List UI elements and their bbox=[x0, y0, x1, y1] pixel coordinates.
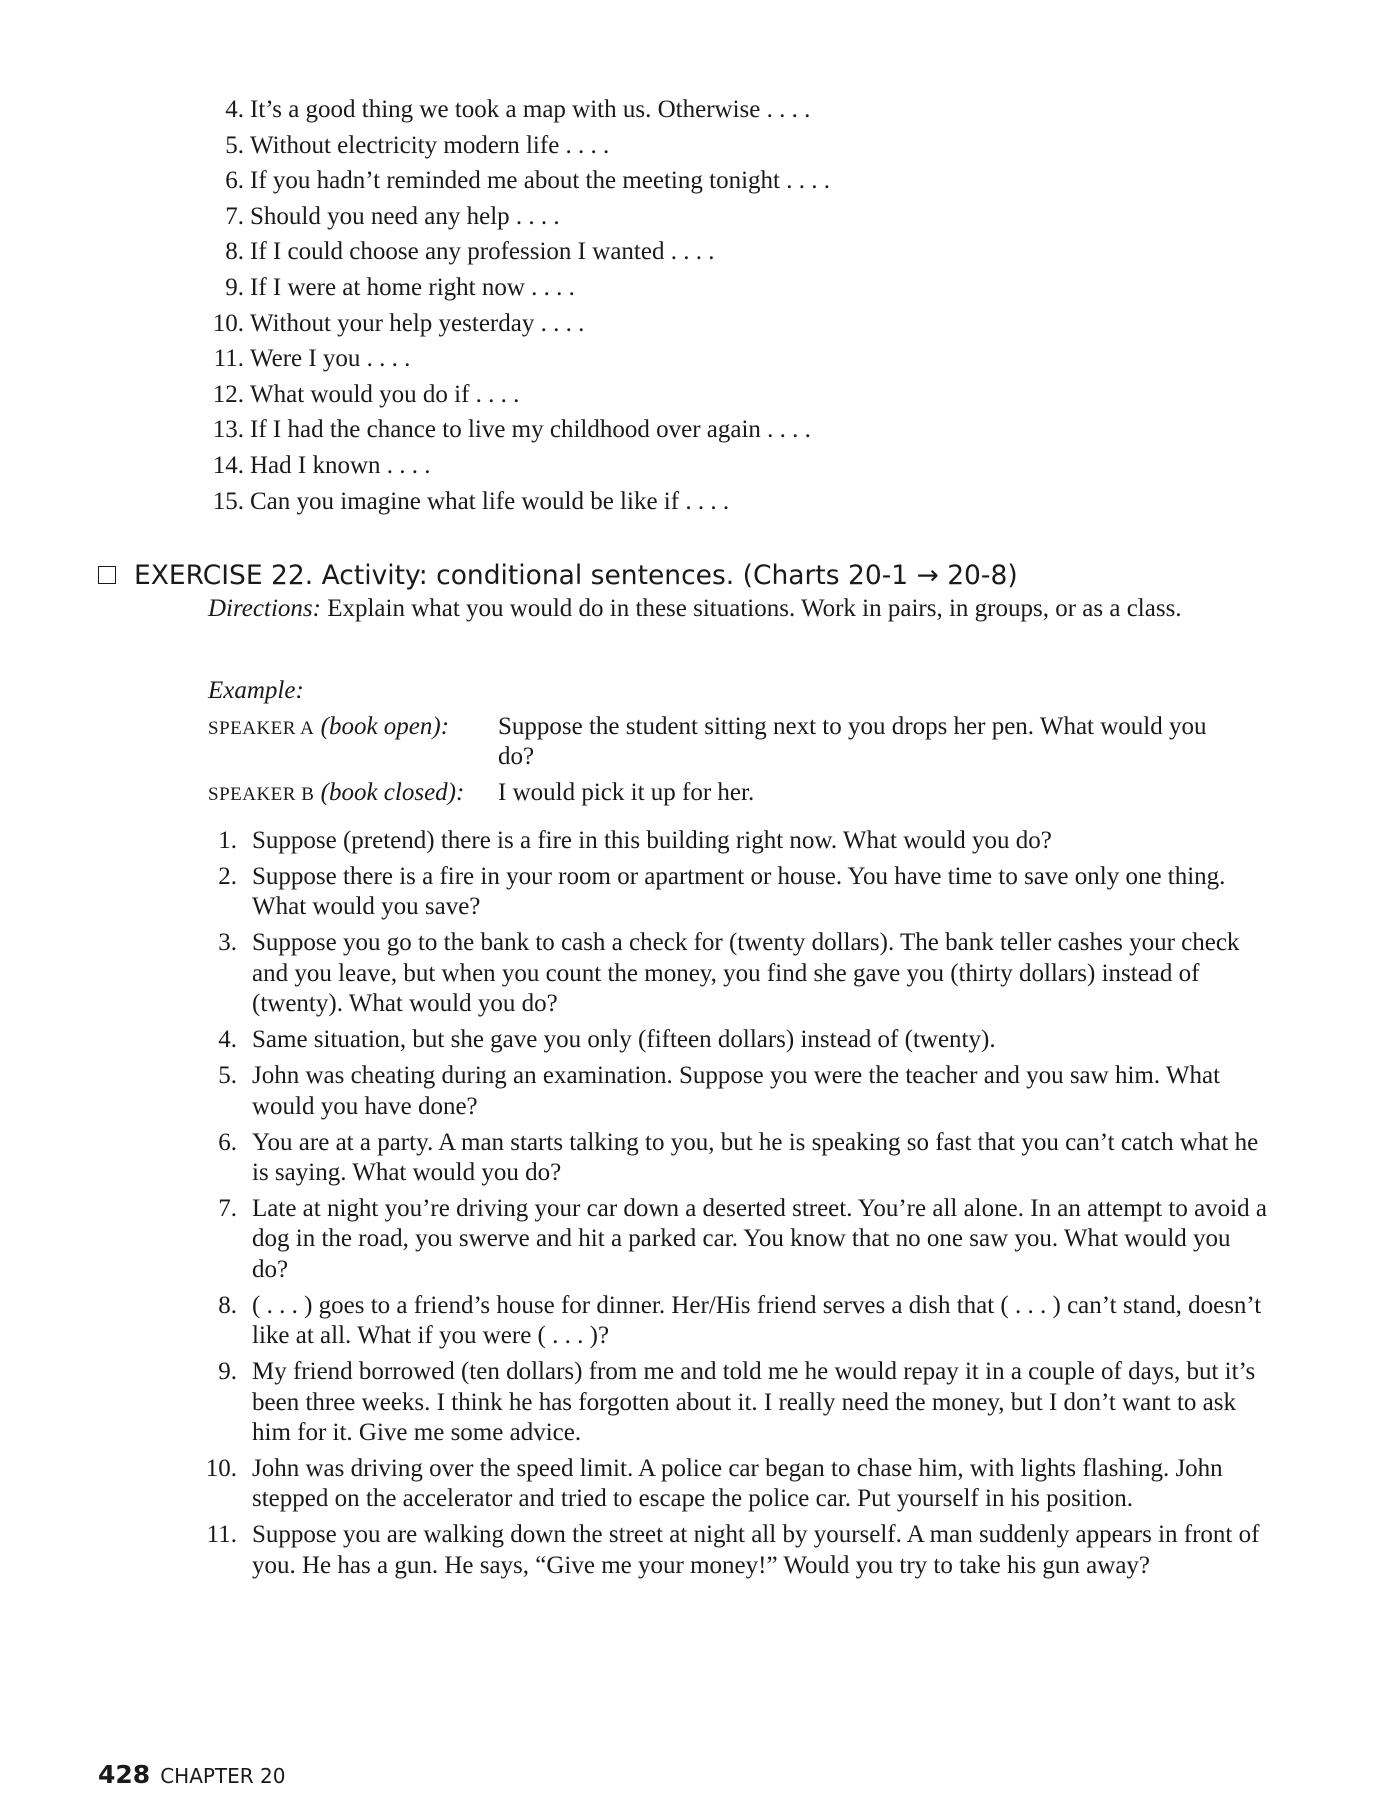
list-item: 8. ( . . . ) goes to a friend’s house for dinner. Her/His friend serves a dish that ( . . . ) can’t stand, doesn’t like at all. What if you were ( . . . )? bbox=[218, 1291, 1262, 1350]
chapter-label: CHAPTER 20 bbox=[160, 1764, 286, 1788]
directions bbox=[208, 594, 1268, 624]
list-item: 6. You are at a party. A man starts talking to you, but he is speaking so fast that you can’t catch what he is saying. What would you do? bbox=[218, 1128, 1259, 1187]
exercise-checkbox[interactable] bbox=[98, 566, 116, 584]
list-item: 12. What would you do if . . . . bbox=[212, 380, 520, 408]
speaker-a-line: Suppose the student sitting next to you drops her pen. What would you do? bbox=[498, 713, 1207, 770]
speaker-b-tag: SPEAKER B (book closed): bbox=[208, 779, 465, 806]
directions-text: Explain what you would do in these situations. Work in pairs, in groups, or as a class. bbox=[320, 595, 1182, 622]
list-item: 4. Same situation, but she gave you only (fifteen dollars) instead of (twenty). bbox=[218, 1026, 996, 1054]
list-item: 11. Were I you . . . . bbox=[213, 345, 411, 373]
list-item: 4. It’s a good thing we took a map with us. Otherwise . . . . bbox=[225, 96, 811, 123]
list-item: 10. John was driving over the speed limit. A police car began to chase him, with lights flashing. John stepped on the accelerator and tried to escape the police car. Put yourself in his position. bbox=[205, 1455, 1223, 1513]
sentence-completion-list bbox=[190, 92, 1290, 519]
list-item: 10. Without your help yesterday . . . . bbox=[212, 309, 585, 337]
speaker-b-line: I would pick it up for her. bbox=[498, 779, 755, 806]
list-item: 15. Can you imagine what life would be like if . . . . bbox=[212, 487, 730, 515]
list-item: 5. Without electricity modern life . . . . bbox=[225, 131, 610, 159]
list-item: 2. Suppose there is a fire in your room or apartment or house. You have time to save only one thing. What would you save? bbox=[218, 863, 1226, 921]
list-item: 1. Suppose (pretend) there is a fire in this building right now. What would you do? bbox=[218, 827, 1052, 854]
list-item: 6. If you hadn’t reminded me about the meeting tonight . . . . bbox=[225, 167, 830, 195]
speaker-b-row bbox=[208, 778, 1268, 810]
list-item: 8. If I could choose any profession I wanted . . . . bbox=[225, 238, 715, 266]
list-item: 3. Suppose you go to the bank to cash a check for (twenty dollars). The bank teller cashes your check and you leave, but when you count the money, you find she gave you (thirty dollars) instead of (twenty). What would you do? bbox=[218, 929, 1240, 1018]
speaker-a-row bbox=[208, 712, 1268, 774]
list-item: 7. Should you need any help . . . . bbox=[225, 202, 560, 230]
example-label: Example: bbox=[208, 677, 304, 704]
list-item: 13. If I had the chance to live my childhood over again . . . . bbox=[212, 416, 811, 444]
directions-label: Directions: bbox=[208, 595, 321, 622]
list-item: 11. Suppose you are walking down the street at night all by yourself. A man suddenly appears in front of you. He has a gun. He says, “Give me your money!” Would you try to take his gun away? bbox=[206, 1521, 1260, 1579]
list-item: 9. If I were at home right now . . . . bbox=[225, 273, 575, 301]
list-item: 9. My friend borrowed (ten dollars) from me and told me he would repay it in a couple of days, but it’s been three weeks. I think he has forgotten about it. I really need the money, but I don’t want to ask him for it. Give me some advice. bbox=[218, 1358, 1256, 1447]
exercise-title: EXERCISE 22. Activity: conditional sentences. (Charts 20-1 → 20-8) bbox=[134, 560, 1018, 591]
list-item: 7. Late at night you’re driving your car down a deserted street. You’re all alone. In an attempt to avoid a dog in the road, you swerve and hit a parked car. You know that no one saw you. What would you do? bbox=[218, 1195, 1267, 1283]
page-number: 428 bbox=[98, 1760, 151, 1789]
list-item: 14. Had I known . . . . bbox=[212, 451, 431, 479]
situations-list bbox=[190, 826, 1270, 1587]
page-footer bbox=[98, 1760, 286, 1793]
list-item: 5. John was cheating during an examination. Suppose you were the teacher and you saw him. What would you have done? bbox=[218, 1062, 1221, 1120]
speaker-a-tag: SPEAKER A (book open): bbox=[208, 713, 450, 740]
